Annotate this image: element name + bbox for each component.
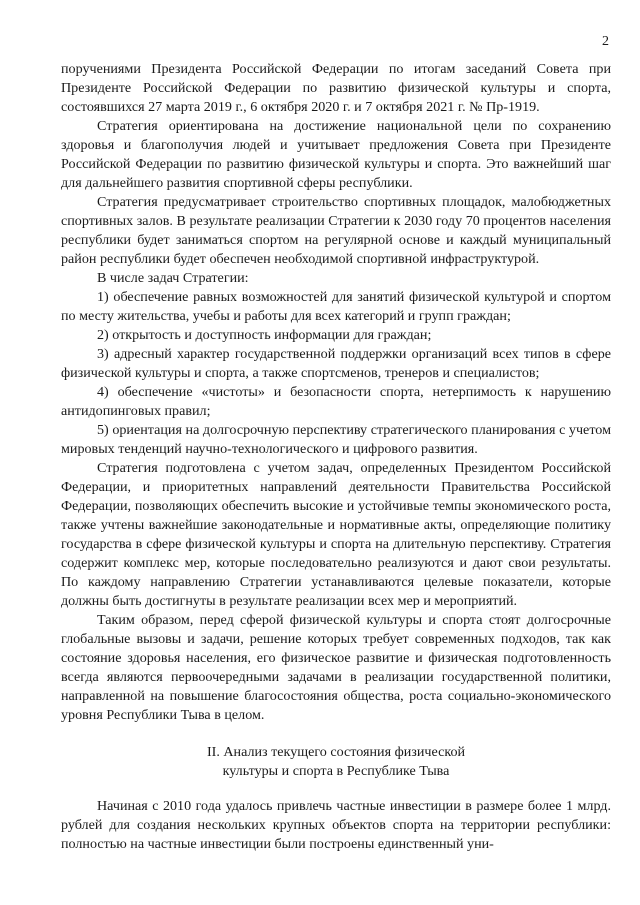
paragraph: Стратегия подготовлена с учетом задач, определенных Президентом Российской Федерации, и приоритетных направлений деятельности Правительства Российской Федерации, позволяющих обеспечить высокие и устойчивые темпы экономического роста, также учтены важнейшие законодательные и нормативные акты, определяющие политику государства в сфере физической культуры и спорта на длительную перспективу. Стратегия содержит комплекс мер, которые последовательно реализуются и дают свои результаты. По каждому направлению Стратегии устанавливаются целевые показатели, которые должны быть достигнуты в результате реализации всех мер и мероприятий. xyxy=(61,460,611,609)
section-heading xyxy=(61,743,611,781)
closing-paragraph: Начиная с 2010 года удалось привлечь частные инвестиции в размере более 1 млрд. рублей для создания нескольких крупных объектов спорта на территории республики: полностью на частные инвестиции были построены единственный уни- xyxy=(61,798,611,852)
paragraph: Стратегия предусматривает строительство спортивных площадок, малобюджетных спортивных залов. В результате реализации Стратегии к 2030 году 70 процентов населения республики будет заниматься спортом на регулярной основе и каждый муниципальный район республики будет обеспечен необходимой спортивной инфраструктурой. xyxy=(61,194,611,267)
paragraph: В числе задач Стратегии: xyxy=(97,270,249,286)
list-item: 1) обеспечение равных возможностей для занятий физической культурой и спортом по месту жительства, учебы и работы для всех категорий и групп граждан; xyxy=(61,289,611,324)
document-body xyxy=(61,60,611,854)
paragraph: Стратегия ориентирована на достижение национальной цели по сохранению здоровья и благополучия людей и учитывает предложения Совета при Президенте Российской Федерации по развитию физической культуры и спорта. Это важнейший шаг для дальнейшего развития спортивной сферы республики. xyxy=(61,118,611,191)
list-item: 3) адресный характер государственной поддержки организаций всех типов в сфере физической культуры и спорта, а также спортсменов, тренеров и специалистов; xyxy=(61,346,611,381)
list-item: 5) ориентация на долгосрочную перспективу стратегического планирования с учетом мировых тенденций научно-технологического и цифрового развития. xyxy=(61,422,611,457)
page-number: 2 xyxy=(602,34,609,49)
paragraph: Таким образом, перед сферой физической культуры и спорта стоят долгосрочные глобальные вызовы и задачи, решение которых требует современных подходов, так как состояние здоровья населения, его физическое развитие и физическая подготовленность всегда являются первоочередными задачами в реализации государственной политики, направленной на повышение благосостояния общества, роста социально-экономического уровня Республики Тыва в целом. xyxy=(61,612,611,723)
list-item: 4) обеспечение «чистоты» и безопасности спорта, нетерпимость к нарушению антидопинговых правил; xyxy=(61,384,611,419)
section-heading-line: культуры и спорта в Республике Тыва xyxy=(222,763,450,779)
section-heading-line: II. Анализ текущего состояния физической xyxy=(206,744,466,760)
list-item: 2) открытость и доступность информации для граждан; xyxy=(97,327,432,343)
paragraph: поручениями Президента Российской Федерации по итогам заседаний Совета при Президенте Российской Федерации по развитию физической культуры и спорта, состоявшихся 27 марта 2019 г., 6 октября 2020 г. и 7 октября 2021 г. № Пр-1919. xyxy=(61,61,611,115)
